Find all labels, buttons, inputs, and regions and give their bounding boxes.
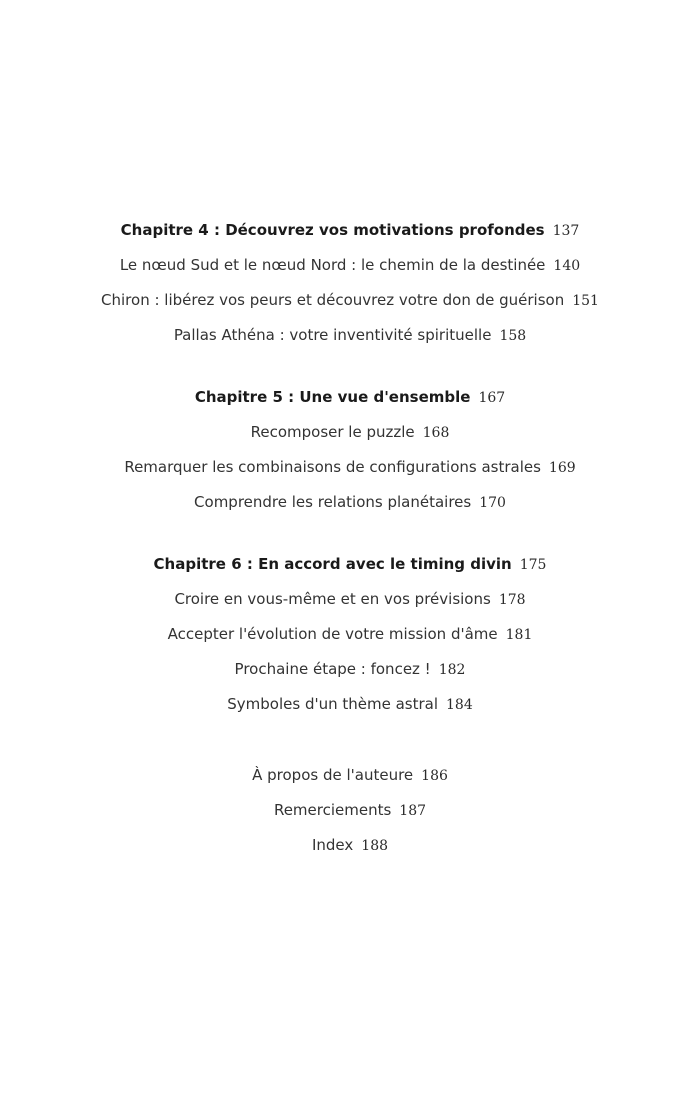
page-number: 187 <box>399 803 427 819</box>
entry-title: Index <box>311 836 354 854</box>
page-number: 188 <box>361 838 389 854</box>
page-number: 181 <box>505 627 533 643</box>
entry-title: Comprendre les relations planétaires <box>194 493 472 511</box>
entry-title: Chiron : libérez vos peurs et découvrez votre don de guérison <box>101 291 565 309</box>
toc-entry <box>0 585 700 620</box>
section-spacer <box>0 356 700 383</box>
page-number: 140 <box>553 258 581 274</box>
toc-entry <box>0 488 700 523</box>
page-number: 170 <box>479 495 506 511</box>
entry-title: À propos de l'auteure <box>252 766 414 784</box>
toc-back-matter-entry <box>0 831 700 866</box>
toc-entry <box>0 690 700 725</box>
toc-entry <box>0 286 700 321</box>
page-number: 158 <box>499 328 527 344</box>
toc-entry <box>0 321 700 356</box>
section-spacer <box>0 725 700 761</box>
toc-chapter-4 <box>0 216 700 251</box>
entry-title: Remarquer les combinaisons de configurations astrales <box>124 458 541 476</box>
section-spacer <box>0 523 700 550</box>
table-of-contents <box>0 216 700 866</box>
toc-back-matter-entry <box>0 796 700 831</box>
page-number: 184 <box>446 697 473 713</box>
toc-entry <box>0 418 700 453</box>
entry-title: Pallas Athéna : votre inventivité spirituelle <box>173 326 492 344</box>
toc-entry <box>0 655 700 690</box>
entry-title: Croire en vous-même et en vos prévisions <box>174 590 491 608</box>
chapter-title: Chapitre 4 : Découvrez vos motivations profondes <box>120 221 545 239</box>
chapter-title: Chapitre 5 : Une vue d'ensemble <box>194 388 471 406</box>
page-number: 175 <box>519 557 547 573</box>
entry-title: Symboles d'un thème astral <box>227 695 439 713</box>
page-number: 169 <box>548 460 576 476</box>
page-number: 137 <box>552 223 580 239</box>
chapter-title: Chapitre 6 : En accord avec le timing divin <box>153 555 512 573</box>
page-number: 167 <box>478 390 506 406</box>
toc-back-matter-entry <box>0 761 700 796</box>
toc-entry <box>0 251 700 286</box>
entry-title: Le nœud Sud et le nœud Nord : le chemin de la destinée <box>119 256 546 274</box>
page-number: 178 <box>498 592 526 608</box>
toc-chapter-6 <box>0 550 700 585</box>
page-number: 168 <box>422 425 450 441</box>
page-number: 186 <box>421 768 448 784</box>
page-number: 151 <box>572 293 599 309</box>
toc-entry <box>0 620 700 655</box>
page-number: 182 <box>438 662 466 678</box>
entry-title: Remerciements <box>273 801 392 819</box>
entry-title: Prochaine étape : foncez ! <box>234 660 431 678</box>
entry-title: Recomposer le puzzle <box>250 423 415 441</box>
entry-title: Accepter l'évolution de votre mission d'âme <box>167 625 498 643</box>
toc-entry <box>0 453 700 488</box>
toc-chapter-5 <box>0 383 700 418</box>
